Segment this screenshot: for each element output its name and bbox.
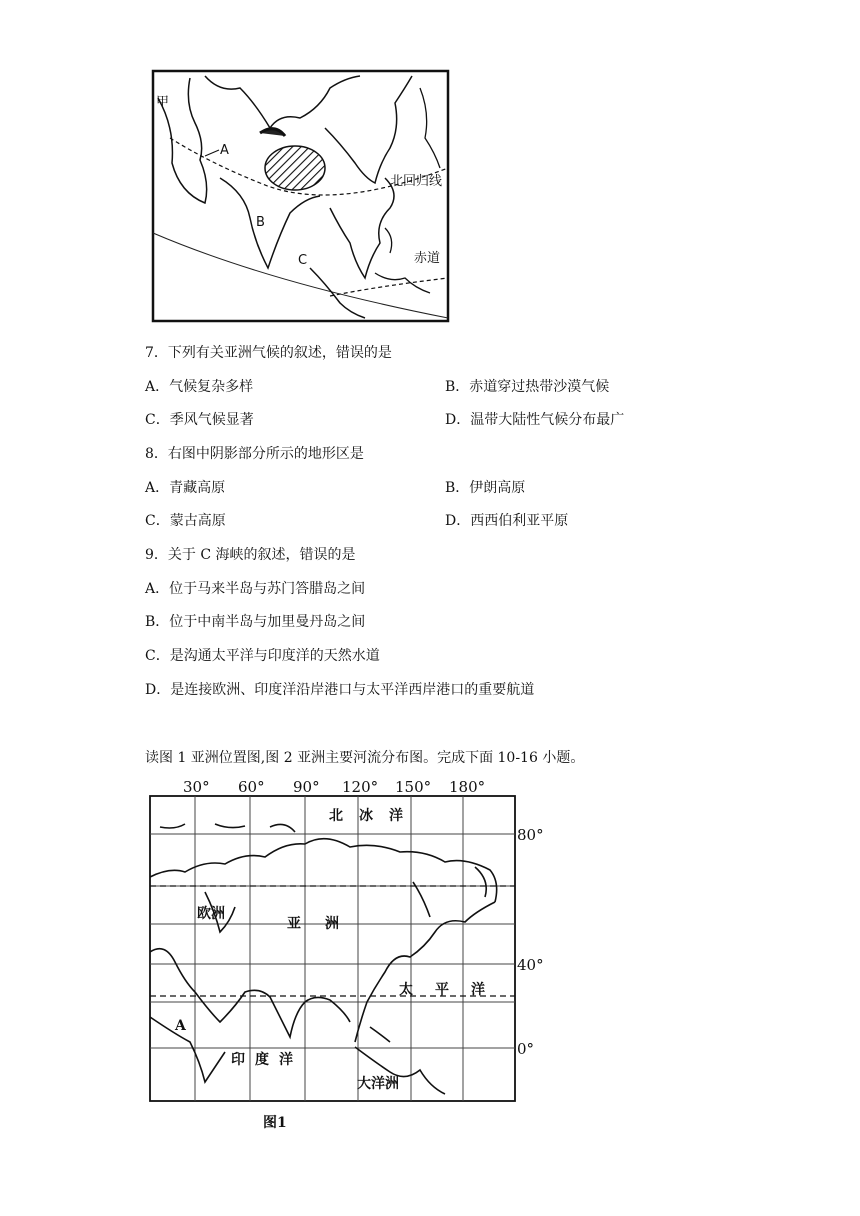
lon-label-120: 120° bbox=[342, 778, 379, 796]
label-a: A bbox=[220, 143, 229, 158]
figure-caption: 图1 bbox=[263, 1115, 287, 1131]
label-a: A bbox=[175, 1018, 186, 1034]
question-7-option-b: B．赤道穿过热带沙漠气候 bbox=[445, 379, 610, 395]
label-indian-2: 度 bbox=[255, 1052, 269, 1068]
label-indian-3: 洋 bbox=[279, 1052, 293, 1068]
label-arctic-2: 冰 bbox=[359, 808, 373, 824]
label-arctic-3: 洋 bbox=[389, 808, 403, 824]
lon-label-180: 180° bbox=[449, 778, 486, 796]
question-9-option-b: B．位于中南半岛与加里曼丹岛之间 bbox=[145, 614, 366, 630]
question-9-option-d: D．是连接欧洲、印度洋沿岸港口与太平洋西岸港口的重要航道 bbox=[145, 682, 535, 698]
question-9-stem: 9．关于 C 海峡的叙述，错误的是 bbox=[145, 547, 356, 563]
label-jia: 甲 bbox=[156, 95, 170, 110]
question-8-option-d: D．西西伯利亚平原 bbox=[445, 513, 569, 529]
lon-label-30: 30° bbox=[183, 778, 210, 796]
intro-text: 读图 1 亚洲位置图,图 2 亚洲主要河流分布图。完成下面 10-16 小题。 bbox=[145, 750, 585, 766]
question-9-option-c: C．是沟通太平洋与印度洋的天然水道 bbox=[145, 648, 380, 664]
lon-label-60: 60° bbox=[238, 778, 265, 796]
map-figure-asia-regions bbox=[150, 68, 452, 326]
question-7-option-d: D．温带大陆性气候分布最广 bbox=[445, 412, 625, 428]
map-figure-asia-location bbox=[145, 772, 555, 1137]
label-arctic-1: 北 bbox=[329, 808, 343, 824]
label-b: B bbox=[256, 215, 265, 230]
question-8-option-b: B．伊朗高原 bbox=[445, 480, 526, 496]
label-asia-1: 亚 bbox=[287, 916, 301, 932]
label-equator: 赤道 bbox=[414, 251, 441, 266]
question-9-option-a: A．位于马来半岛与苏门答腊岛之间 bbox=[145, 581, 366, 597]
label-oceania: 大洋洲 bbox=[357, 1076, 399, 1092]
question-7-stem: 7．下列有关亚洲气候的叙述，错误的是 bbox=[145, 345, 392, 361]
label-pacific-3: 洋 bbox=[471, 982, 485, 998]
label-indian-1: 印 bbox=[231, 1052, 245, 1068]
question-7-option-a: A．气候复杂多样 bbox=[145, 379, 254, 395]
question-7-option-c: C．季风气候显著 bbox=[145, 412, 254, 428]
lat-label-80: 80° bbox=[517, 826, 544, 844]
label-asia-2: 洲 bbox=[325, 916, 339, 932]
label-tropic: 北回归线 bbox=[390, 174, 443, 189]
label-pacific-2: 平 bbox=[435, 982, 449, 998]
question-8-stem: 8．右图中阴影部分所示的地形区是 bbox=[145, 446, 364, 462]
label-europe: 欧洲 bbox=[197, 906, 225, 922]
lat-label-0: 0° bbox=[517, 1040, 535, 1058]
question-8-option-c: C．蒙古高原 bbox=[145, 513, 226, 529]
label-pacific-1: 太 bbox=[399, 982, 413, 998]
shaded-region bbox=[265, 146, 325, 190]
label-c: C bbox=[298, 253, 308, 268]
lon-label-150: 150° bbox=[395, 778, 432, 796]
question-8-option-a: A．青藏高原 bbox=[145, 480, 226, 496]
lat-label-40: 40° bbox=[517, 956, 544, 974]
lon-label-90: 90° bbox=[293, 778, 320, 796]
